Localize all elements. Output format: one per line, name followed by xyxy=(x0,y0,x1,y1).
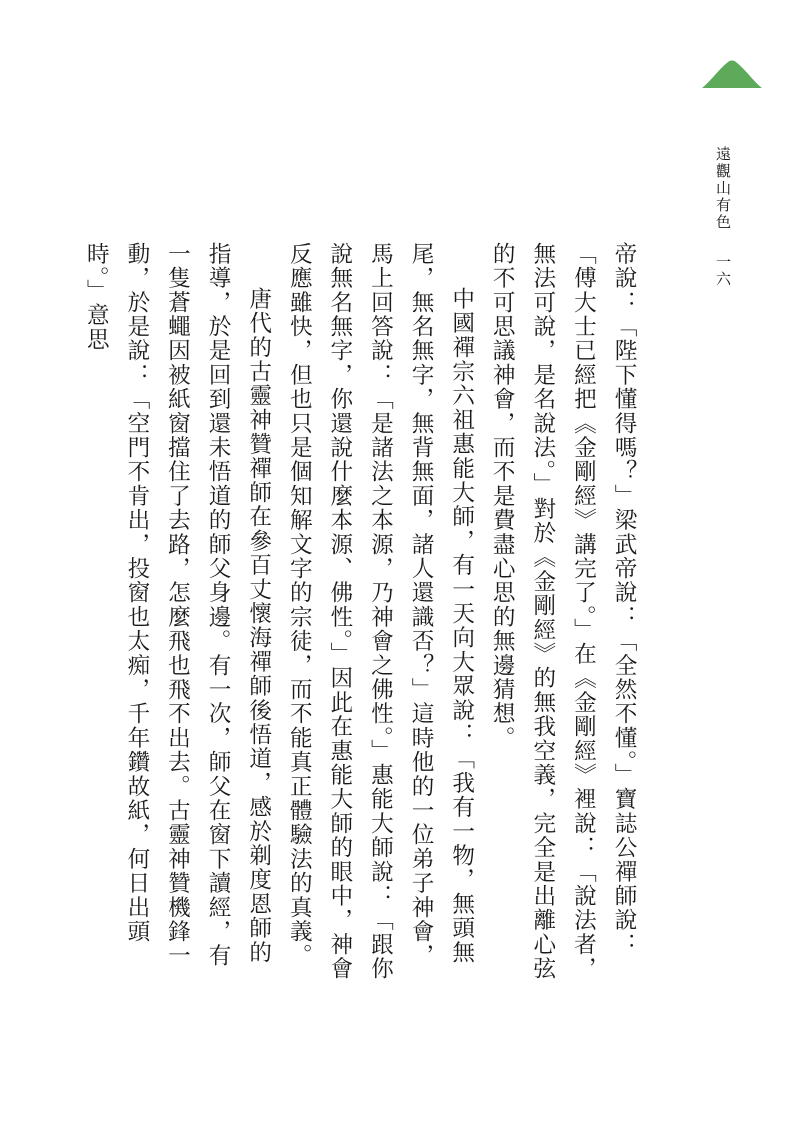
paragraph-continuation: 帝說：「陛下懂得嗎？」梁武帝說：「全然不懂。」寶誌公禪師說：「傅大士已經把《金剛經》講完了。」在《金剛經》裡說：「說法者，無法可說，是名說法。」對於《金剛經》的無我空義，完全是出離心弦的不可思議神會，而不是費盡心思的無邊猜想。 xyxy=(489,242,637,981)
paragraph-guling: 唐代的古靈神贊禪師在參百丈懷海禪師後悟道，感於剃度恩師的指導，於是回到還未悟道的師父身邊。有一次，師父在窗下讀經，有一隻蒼蠅因被紙窗擋住了去路，怎麼飛也飛不出去。古靈神贊機鋒一動，於是說：「空門不肯出，投窗也太痴，千年鑽故紙，何日出頭時。」意思 xyxy=(83,242,272,968)
running-title: 遠觀山有色 xyxy=(714,146,732,231)
paragraph-huineng: 中國禪宗六祖惠能大師，有一天向大眾說：「我有一物，無頭無尾，無名無字，無背無面，諸人還識否？」這時他的一位弟子神會，馬上回答說：「是諸法之本源，乃神會之佛性。」惠能大師說：「跟你說無名無字，你還說什麼本源、佛性。」因此在惠能大師的眼中，神會反應雖快，但也只是個知解文字的宗徒，而不能真正體驗法的真義。 xyxy=(286,242,475,981)
body-text xyxy=(76,242,644,982)
mountain-icon xyxy=(702,60,762,88)
page-number: 一六 xyxy=(714,254,732,288)
